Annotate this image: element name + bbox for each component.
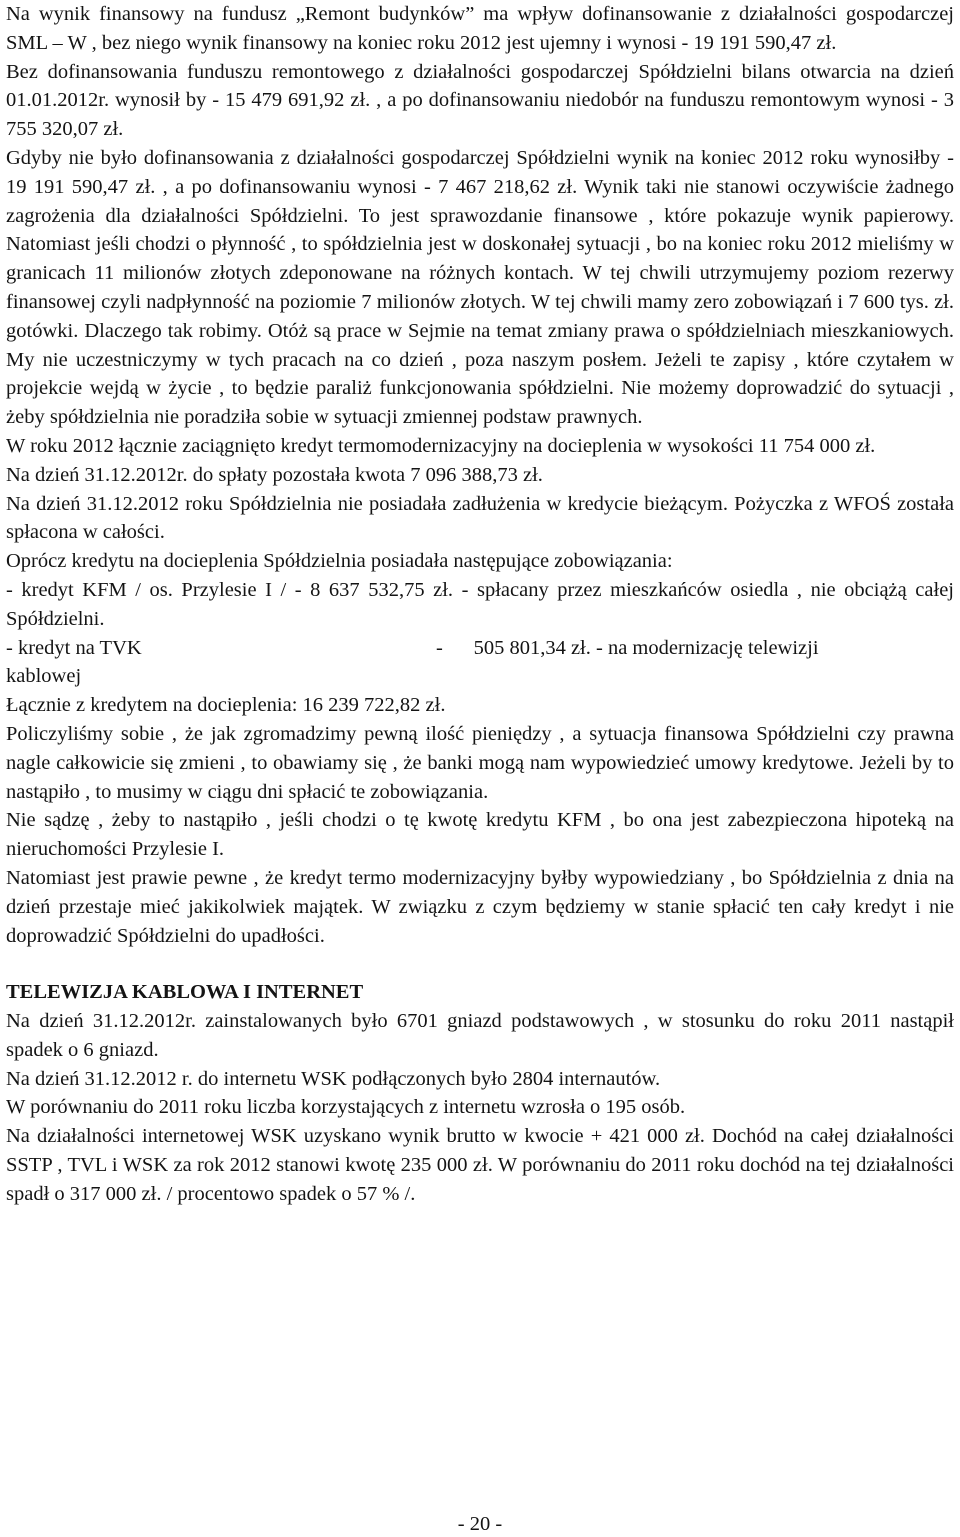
paragraph: Policzyliśmy sobie , że jak zgromadzimy pewną ilość pieniędzy , a sytuacja finansowa Spółdzielni czy prawna nagle całkowicie się zmieni , to obawiamy się , że banki mogą nam wypowiedzieć umowy kredytowe. Jeżeli by to nastąpiło , to musimy w ciągu dni spłacić te zobowiązania.: [6, 722, 954, 803]
paragraph: - kredyt KFM / os. Przylesie I / - 8 637 532,75 zł. - spłacany przez mieszkańców osiedla , nie obciążą całej Spółdzielni.: [6, 578, 954, 630]
paragraph: Na wynik finansowy na fundusz „Remont budynków” ma wpływ dofinansowanie z działalności gospodarczej SML – W , bez niego wynik finansowy na koniec roku 2012 jest ujemny i wynosi - 19 191 590,47 zł.: [6, 3, 954, 54]
section-spacer: [6, 950, 954, 978]
paragraph: W porównaniu do 2011 roku liczba korzystających z internetu wzrosła o 195 osób.: [6, 1096, 686, 1119]
page-number: - 20 -: [457, 1513, 503, 1535]
section-heading: TELEWIZJA KABLOWA I INTERNET: [6, 981, 364, 1004]
document-page: [6, 0, 954, 1209]
tvk-credit-amount: - 505 801,34 zł. - na modernizację telewizji: [436, 636, 819, 659]
tvk-credit-continuation: kablowej: [6, 665, 82, 688]
paragraph: Natomiast jest prawie pewne , że kredyt termo modernizacyjny byłby wypowiedziany , bo Spółdzielnia z dnia na dzień przestaje mieć jakikolwiek majątek. W związku z czym będziemy w stanie spłacić ten cały kredyt i nie doprowadzić Spółdzielni do upadłości.: [6, 866, 954, 947]
paragraph: Gdyby nie było dofinansowania z działalności gospodarczej Spółdzielni wynik na koniec 2012 roku wynosiłby - 19 191 590,47 zł. , a po dofinansowaniu wynosi - 7 467 218,62 zł. Wynik taki nie stanowi oczywiście żadnego zagrożenia dla działalności Spółdzielni. To jest sprawozdanie finansowe , które pokazuje wynik papierowy. Natomiast jeśli chodzi o płynność , to spółdzielnia jest w doskonałej sytuacji , bo na koniec roku 2012 mieliśmy w granicach 11 milionów złotych zdeponowane na różnych kontach. W tej chwili utrzymujemy poziom rezerwy finansowej czyli nadpłynność na poziomie 7 milionów złotych. W tej chwili mamy zero zobowiązań i 7 600 tys. zł. gotówki. Dlaczego tak robimy. Otóż są prace w Sejmie na temat zmiany prawa o spółdzielniach mieszkaniowych. My nie uczestniczymy w tych pracach na co dzień , poza naszym posłem. Jeżeli te zapisy , które czytałem w projekcie wejdą w życie , to będzie paraliż funkcjonowania spółdzielni. Nie możemy doprowadzić do sytuacji , żeby spółdzielnia nie poradziła sobie w sytuacji zmiennej podstaw prawnych.: [6, 146, 954, 429]
paragraph: Łącznie z kredytem na docieplenia: 16 239 722,82 zł.: [6, 694, 446, 717]
paragraph: Bez dofinansowania funduszu remontowego z działalności gospodarczej Spółdzielni bilans otwarcia na dzień 01.01.2012r. wynosił by - 15 479 691,92 zł. , a po dofinansowaniu niedobór na funduszu remontowym wynosi - 3 755 320,07 zł.: [6, 60, 954, 141]
paragraph: Na dzień 31.12.2012 r. do internetu WSK podłączonych było 2804 internautów.: [6, 1067, 661, 1090]
paragraph: Na dzień 31.12.2012 roku Spółdzielnia nie posiadała zadłużenia w kredycie bieżącym. Pożyczka z WFOŚ została spłacona w całości.: [6, 492, 954, 544]
paragraph: Nie sądzę , żeby to nastąpiło , jeśli chodzi o tę kwotę kredytu KFM , bo ona jest zabezpieczona hipoteką na nieruchomości Przylesie I.: [6, 809, 954, 861]
paragraph: Oprócz kredytu na docieplenia Spółdzielnia posiadała następujące zobowiązania:: [6, 550, 673, 573]
paragraph: Na dzień 31.12.2012r. do spłaty pozostała kwota 7 096 388,73 zł.: [6, 463, 543, 486]
paragraph: Na dzień 31.12.2012r. zainstalowanych było 6701 gniazd podstawowych , w stosunku do roku 2011 nastąpił spadek o 6 gniazd.: [6, 1010, 954, 1061]
tvk-credit-line: [6, 634, 954, 663]
tvk-credit-label: - kredyt na TVK: [6, 636, 142, 659]
paragraph: W roku 2012 łącznie zaciągnięto kredyt termomodernizacyjny na docieplenia w wysokości 11 754 000 zł.: [6, 434, 876, 457]
paragraph: Na działalności internetowej WSK uzyskano wynik brutto w kwocie + 421 000 zł. Dochód na całej działalności SSTP , TVL i WSK za rok 2012 stanowi kwotę 235 000 zł. W porównaniu do 2011 roku dochód na tej działalności spadł o 317 000 zł. / procentowo spadek o 57 % /.: [6, 1125, 954, 1205]
